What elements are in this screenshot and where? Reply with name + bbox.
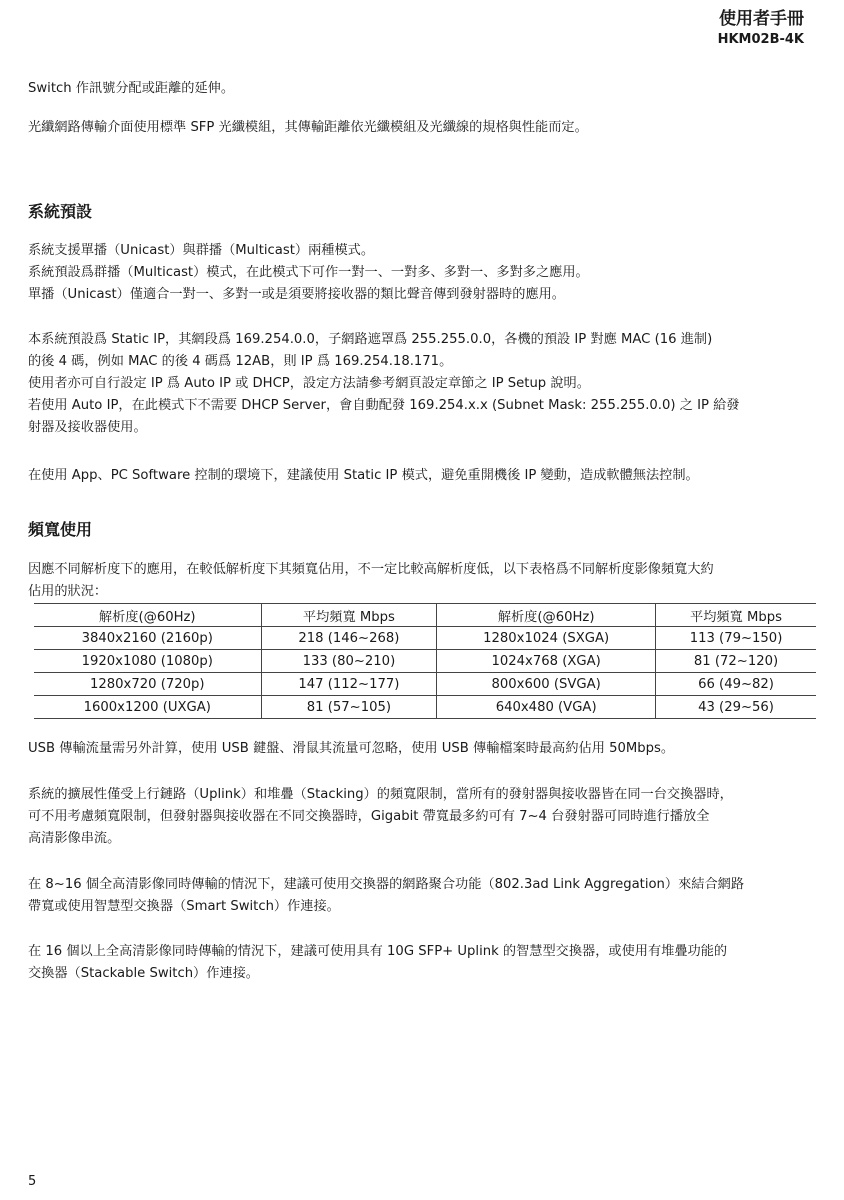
text-line: 若使用 Auto IP，在此模式下不需要 DHCP Server，會自動配發 169.254.x.x (Subnet Mask: 255.255.0.0) 之 IP 給發 (28, 398, 740, 413)
text-line: 射器及接收器使用。 (28, 420, 147, 435)
section-heading-defaults: 系統預設 (28, 202, 93, 221)
text-line: 使用者亦可自行設定 IP 爲 Auto IP 或 DHCP，設定方法請參考網頁設定章節之 IP Setup 說明。 (28, 376, 590, 391)
table-cell: 147 (112~177) (261, 673, 437, 696)
text-line: Switch 作訊號分配或距離的延伸。 (28, 81, 235, 96)
table-cell: 1280x1024 (SXGA) (437, 627, 656, 650)
table-cell: 81 (57~105) (261, 696, 437, 719)
table-row (34, 696, 816, 719)
table-cell: 1920x1080 (1080p) (34, 650, 261, 673)
text-line: 在 16 個以上全高清影像同時傳輸的情況下，建議可使用具有 10G SFP+ Uplink 的智慧型交換器，或使用有堆疊功能的 (28, 944, 728, 959)
table-cell: 3840x2160 (2160p) (34, 627, 261, 650)
table-header-cell: 解析度(@60Hz) (437, 604, 656, 627)
text-line: 的後 4 碼，例如 MAC 的後 4 碼爲 12AB，則 IP 爲 169.254.18.171。 (28, 354, 453, 369)
text-line: 光纖網路傳輸介面使用標準 SFP 光纖模組，其傳輸距離依光纖模組及光纖線的規格與性能而定。 (28, 120, 588, 135)
page-number: 5 (28, 1174, 37, 1189)
table-cell: 1600x1200 (UXGA) (34, 696, 261, 719)
table-header-cell: 解析度(@60Hz) (34, 604, 261, 627)
text-line: 系統支援單播（Unicast）與群播（Multicast）兩種模式。 (28, 243, 375, 258)
aggregation-paragraph (28, 874, 816, 918)
text-line: 單播（Unicast）僅適合一對一、多對一或是須要將接收器的類比聲音傳到發射器時的應用。 (28, 287, 565, 302)
table-cell: 640x480 (VGA) (437, 696, 656, 719)
text-line: 高清影像串流。 (28, 831, 121, 846)
section-heading-bandwidth: 頻寬使用 (28, 520, 93, 539)
table-row (34, 650, 816, 673)
table-cell: 113 (79~150) (656, 627, 816, 650)
usb-note (28, 738, 816, 760)
defaults-paragraph-3 (28, 465, 816, 487)
text-line: USB 傳輸流量需另外計算，使用 USB 鍵盤、滑鼠其流量可忽略，使用 USB 傳輸檔案時最高約佔用 50Mbps。 (28, 741, 675, 756)
manual-title: 使用者手冊 (719, 9, 804, 29)
intro-line-1 (28, 78, 816, 100)
table-cell: 800x600 (SVGA) (437, 673, 656, 696)
table-cell: 1024x768 (XGA) (437, 650, 656, 673)
text-line: 帶寬或使用智慧型交換器（Smart Switch）作連接。 (28, 899, 340, 914)
text-line: 在 8~16 個全高清影像同時傳輸的情況下，建議可使用交換器的網路聚合功能（802.3ad Link Aggregation）來結合網路 (28, 877, 745, 892)
stacking-paragraph (28, 941, 816, 985)
bandwidth-table (34, 603, 816, 719)
table-cell: 66 (49~82) (656, 673, 816, 696)
text-line: 系統預設爲群播（Multicast）模式，在此模式下可作一對一、一對多、多對一、多對多之應用。 (28, 265, 589, 280)
defaults-paragraph-2 (28, 329, 816, 439)
table-cell: 133 (80~210) (261, 650, 437, 673)
table-cell: 43 (29~56) (656, 696, 816, 719)
model-number: HKM02B-4K (717, 32, 804, 47)
table-cell: 81 (72~120) (656, 650, 816, 673)
text-line: 本系統預設爲 Static IP，其網段爲 169.254.0.0，子網路遮罩爲 255.255.0.0，各機的預設 IP 對應 MAC (16 進制) (28, 332, 713, 347)
table-row (34, 627, 816, 650)
defaults-paragraph-1 (28, 240, 816, 306)
text-line: 在使用 App、PC Software 控制的環境下，建議使用 Static IP 模式，避免重開機後 IP 變動，造成軟體無法控制。 (28, 468, 699, 483)
table-cell: 1280x720 (720p) (34, 673, 261, 696)
table-header-cell: 平均頻寬 Mbps (656, 604, 816, 627)
table-row (34, 673, 816, 696)
bandwidth-intro (28, 559, 816, 603)
text-line: 佔用的狀況： (28, 584, 108, 599)
table-header-row (34, 604, 816, 627)
text-line: 可不用考慮頻寬限制，但發射器與接收器在不同交換器時，Gigabit 帶寬最多約可有 7~4 台發射器可同時進行播放全 (28, 809, 710, 824)
text-line: 交換器（Stackable Switch）作連接。 (28, 966, 259, 981)
intro-line-2 (28, 117, 816, 139)
table-header-cell: 平均頻寬 Mbps (261, 604, 437, 627)
uplink-paragraph (28, 784, 816, 850)
table-cell: 218 (146~268) (261, 627, 437, 650)
text-line: 系統的擴展性僅受上行鏈路（Uplink）和堆疊（Stacking）的頻寬限制，當所有的發射器與接收器皆在同一台交換器時， (28, 787, 733, 802)
text-line: 因應不同解析度下的應用，在較低解析度下其頻寬佔用，不一定比較高解析度低，以下表格爲不同解析度影像頻寬大約 (28, 562, 714, 577)
